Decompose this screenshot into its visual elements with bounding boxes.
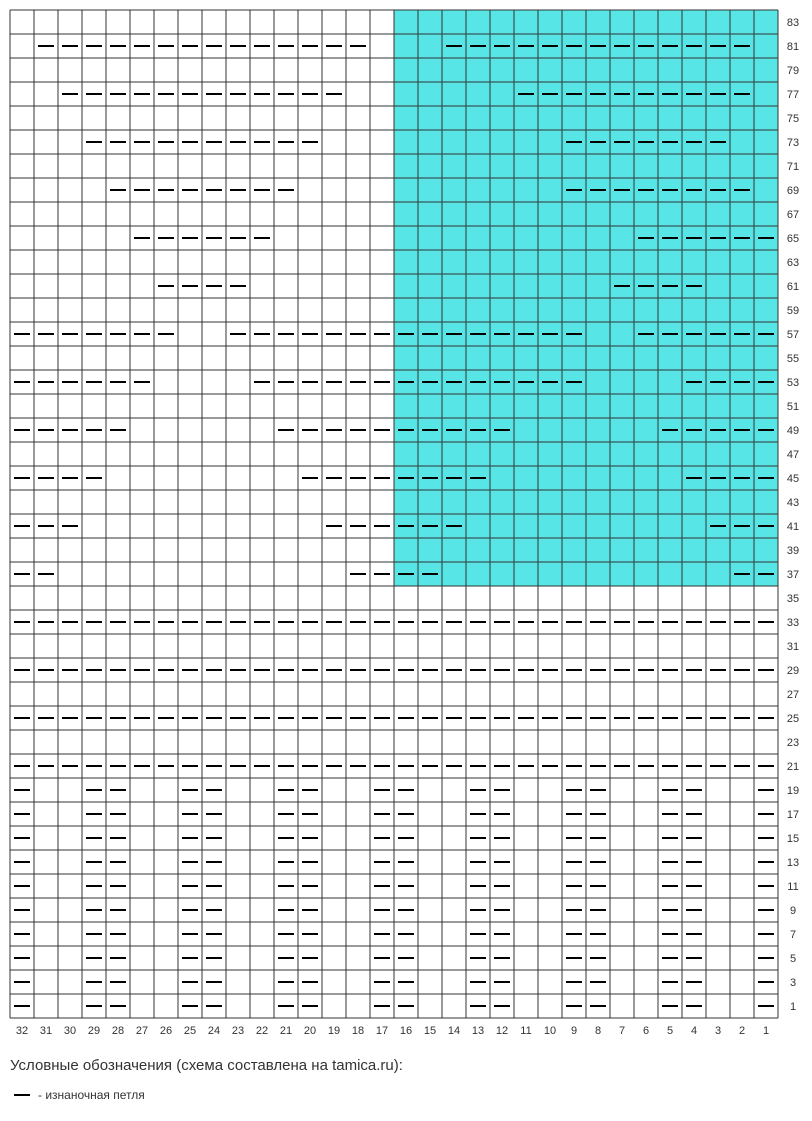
row-label: 45 (786, 473, 800, 485)
column-label: 18 (351, 1025, 365, 1037)
column-label: 10 (543, 1025, 557, 1037)
column-label: 2 (738, 1025, 746, 1037)
row-label: 79 (786, 65, 800, 77)
column-label: 21 (279, 1025, 293, 1037)
column-label: 27 (135, 1025, 149, 1037)
row-label: 33 (786, 617, 800, 629)
column-label: 9 (570, 1025, 578, 1037)
purl-dash-icon (14, 1094, 30, 1096)
column-label: 19 (327, 1025, 341, 1037)
column-label: 4 (690, 1025, 698, 1037)
row-label: 73 (786, 137, 800, 149)
row-label: 65 (786, 233, 800, 245)
row-label: 71 (786, 161, 800, 173)
row-label: 3 (789, 977, 797, 989)
column-label: 1 (762, 1025, 770, 1037)
legend-label-purl: - изнаночная петля (38, 1088, 145, 1102)
row-label: 19 (786, 785, 800, 797)
row-label: 41 (786, 521, 800, 533)
row-label: 15 (786, 833, 800, 845)
row-label: 51 (786, 401, 800, 413)
row-label: 23 (786, 737, 800, 749)
row-label: 29 (786, 665, 800, 677)
row-label: 25 (786, 713, 800, 725)
row-label: 67 (786, 209, 800, 221)
row-label: 55 (786, 353, 800, 365)
column-label: 8 (594, 1025, 602, 1037)
column-label: 30 (63, 1025, 77, 1037)
column-label: 25 (183, 1025, 197, 1037)
column-labels (16, 1025, 769, 1037)
column-label: 17 (375, 1025, 389, 1037)
row-label: 43 (786, 497, 800, 509)
column-label: 13 (471, 1025, 485, 1037)
row-label: 17 (786, 809, 800, 821)
row-label: 21 (786, 761, 800, 773)
row-label: 77 (786, 89, 800, 101)
row-label: 31 (786, 641, 800, 653)
row-label: 11 (787, 881, 799, 893)
row-label: 37 (786, 569, 800, 581)
column-label: 20 (303, 1025, 317, 1037)
row-label: 27 (786, 689, 800, 701)
row-labels (787, 17, 799, 1013)
column-label: 7 (618, 1025, 626, 1037)
row-label: 9 (789, 905, 797, 917)
column-label: 14 (447, 1025, 461, 1037)
column-label: 3 (714, 1025, 722, 1037)
column-label: 16 (399, 1025, 413, 1037)
column-label: 11 (520, 1025, 532, 1037)
row-label: 75 (786, 113, 800, 125)
column-label: 32 (15, 1025, 29, 1037)
row-label: 49 (786, 425, 800, 437)
row-label: 61 (786, 281, 800, 293)
row-label: 83 (786, 17, 800, 29)
column-label: 28 (111, 1025, 125, 1037)
row-label: 1 (789, 1001, 797, 1013)
row-label: 69 (786, 185, 800, 197)
column-label: 22 (255, 1025, 269, 1037)
row-label: 7 (789, 929, 797, 941)
row-label: 39 (786, 545, 800, 557)
row-label: 13 (786, 857, 800, 869)
row-label: 5 (789, 953, 797, 965)
row-label: 35 (786, 593, 800, 605)
column-label: 12 (495, 1025, 509, 1037)
legend-title: Условные обозначения (схема составлена на tamica.ru): (10, 1057, 403, 1074)
column-label: 24 (207, 1025, 221, 1037)
column-label: 6 (642, 1025, 650, 1037)
column-label: 23 (231, 1025, 245, 1037)
column-label: 5 (666, 1025, 674, 1037)
column-label: 15 (423, 1025, 437, 1037)
row-label: 47 (786, 449, 800, 461)
row-label: 63 (786, 257, 800, 269)
row-label: 57 (786, 329, 800, 341)
row-label: 59 (786, 305, 800, 317)
column-label: 26 (159, 1025, 173, 1037)
column-label: 29 (87, 1025, 101, 1037)
legend-item-purl (14, 1088, 145, 1102)
row-label: 81 (786, 41, 800, 53)
row-label: 53 (786, 377, 800, 389)
column-label: 31 (39, 1025, 53, 1037)
